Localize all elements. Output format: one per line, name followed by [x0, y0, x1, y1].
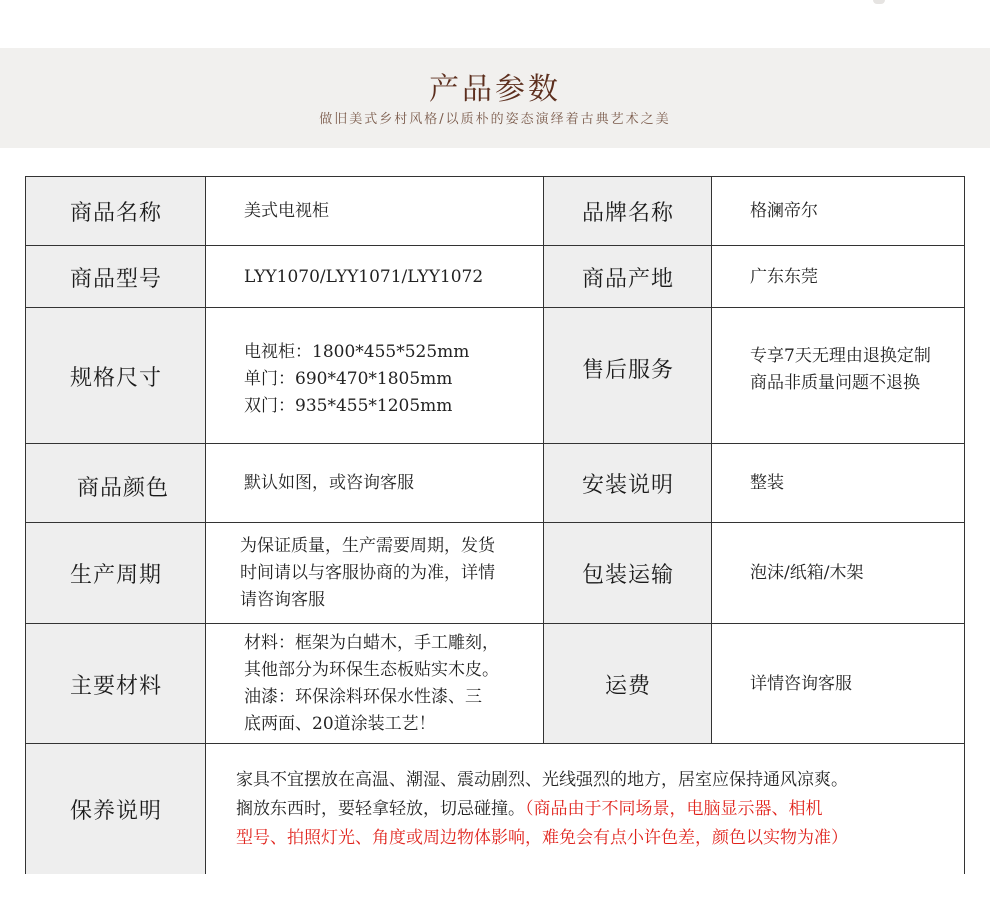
label-product-model: 商品型号	[26, 246, 206, 308]
dimension-line: 电视柜：1800*455*525mm	[244, 342, 470, 362]
materials-line: 油漆：环保涂料环保水性漆、三	[244, 687, 482, 707]
production-cycle-line: 时间请以与客服协商的为准，详情	[240, 563, 495, 583]
value-packaging: 泡沫/纸箱/木架	[712, 523, 964, 624]
product-parameters-table	[25, 176, 965, 874]
color-disclaimer-note: 型号、拍照灯光、角度或周边物体影响，难免会有点小许色差，颜色以实物为准）	[236, 827, 848, 848]
label-installation: 安装说明	[544, 444, 712, 523]
value-color: 默认如图，或咨询客服	[206, 444, 544, 523]
materials-line: 材料：框架为白蜡木，手工雕刻，	[244, 633, 499, 653]
value-brand-name: 格澜帝尔	[712, 177, 964, 246]
column-divider	[205, 177, 206, 874]
decorative-tab-shape	[873, 0, 885, 4]
value-after-sales	[712, 308, 964, 444]
value-production-cycle	[206, 523, 544, 624]
row-divider	[26, 307, 964, 308]
value-product-name: 美式电视柜	[206, 177, 544, 246]
materials-line: 底两面、20道涂装工艺！	[244, 714, 436, 734]
value-materials	[206, 624, 544, 744]
dimension-line: 双门：935*455*1205mm	[244, 396, 453, 416]
column-divider	[543, 177, 544, 744]
label-dimensions: 规格尺寸	[26, 308, 206, 444]
value-product-model: LYY1070/LYY1071/LYY1072	[206, 246, 544, 308]
label-color: 商品颜色	[26, 444, 206, 523]
production-cycle-line: 为保证质量，生产需要周期，发货	[240, 536, 495, 556]
label-materials: 主要材料	[26, 624, 206, 744]
maintenance-line: 搁放东西时，要轻拿轻放，切忌碰撞。（商品由于不同场景，电脑显示器、相机	[236, 798, 823, 819]
page-title: 产品参数	[429, 72, 561, 107]
row-divider	[26, 443, 964, 444]
after-sales-line: 专享7天无理由退换定制	[750, 346, 931, 366]
color-disclaimer-note: （商品由于不同场景，电脑显示器、相机	[525, 798, 823, 819]
row-divider	[26, 743, 964, 744]
label-packaging: 包装运输	[544, 523, 712, 624]
production-cycle-line: 请咨询客服	[240, 590, 325, 610]
label-brand-name: 品牌名称	[544, 177, 712, 246]
label-product-name: 商品名称	[26, 177, 206, 246]
after-sales-line: 商品非质量问题不退换	[750, 373, 920, 393]
value-origin: 广东东莞	[712, 246, 964, 308]
row-divider	[26, 623, 964, 624]
maintenance-line: 家具不宜摆放在高温、潮湿、震动剧烈、光线强烈的地方，居室应保持通风凉爽。	[236, 769, 848, 790]
row-divider	[26, 522, 964, 523]
value-maintenance	[206, 744, 964, 874]
row-divider	[26, 245, 964, 246]
value-installation: 整装	[712, 444, 964, 523]
header-banner	[0, 48, 990, 148]
column-divider	[711, 177, 712, 744]
materials-line: 其他部分为环保生态板贴实木皮。	[244, 660, 499, 680]
dimension-line: 单门：690*470*1805mm	[244, 369, 453, 389]
value-dimensions	[206, 308, 544, 444]
label-production-cycle: 生产周期	[26, 523, 206, 624]
label-after-sales: 售后服务	[544, 308, 712, 444]
label-shipping-fee: 运费	[544, 624, 712, 744]
label-maintenance: 保养说明	[26, 744, 206, 874]
value-shipping-fee: 详情咨询客服	[712, 624, 964, 744]
page-subtitle: 做旧美式乡村风格/以质朴的姿态演绎着古典艺术之美	[319, 112, 671, 127]
label-origin: 商品产地	[544, 246, 712, 308]
